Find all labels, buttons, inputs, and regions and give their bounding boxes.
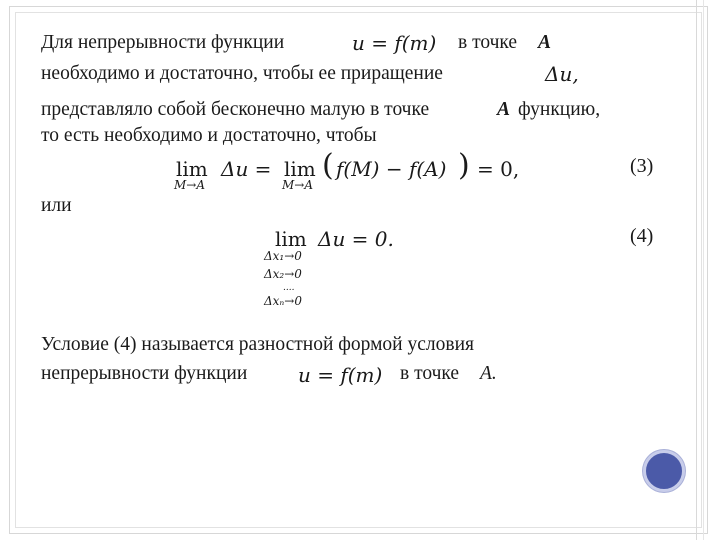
formula-u-eq-fm-1: u = f(m) — [352, 31, 437, 55]
text-ili: или — [41, 195, 72, 216]
eq3-lim-1: lim — [176, 157, 208, 181]
eq4-sub-2: Δx₂→0 — [264, 267, 302, 281]
eq4-sub-n: Δxₙ→0 — [264, 294, 302, 308]
eq3-paren-open: ( — [322, 148, 334, 183]
eq3-sub-2: M→A — [282, 178, 314, 192]
formula-u-eq-fm-2: u = f(m) — [298, 363, 383, 387]
eq4-body: Δu = 0. — [318, 227, 394, 251]
eq3-paren-close: ) — [458, 148, 470, 183]
slide-frame-inner — [15, 12, 702, 528]
eq3-tail: = 0, — [477, 157, 520, 181]
text-line-6b: в точке — [400, 363, 460, 384]
eq3-lim-2: lim — [284, 157, 316, 181]
text-line-1b: в точке — [458, 32, 518, 53]
eq4-sub-dots: .... — [283, 283, 295, 293]
eq3-delta-u: Δu = — [221, 157, 272, 181]
eq3-number: (3) — [630, 155, 654, 177]
right-border-line-2 — [703, 0, 704, 540]
eq4-lim: lim — [275, 227, 307, 251]
point-A-3: A. — [480, 363, 497, 384]
eq3-sub-1: M→A — [174, 178, 206, 192]
text-line-3b: функцию, — [518, 99, 601, 120]
point-A-1: A — [538, 32, 552, 53]
text-line-1a: Для непрерывности функции — [41, 32, 285, 53]
text-line-6a: непрерывности функции — [41, 363, 248, 384]
eq4-sub-1: Δx₁→0 — [264, 249, 302, 263]
point-A-2: A — [497, 99, 511, 120]
eq4-number: (4) — [630, 225, 654, 247]
text-line-4: то есть необходимо и достаточно, чтобы — [41, 125, 377, 146]
eq3-body: f(M) − f(A) — [336, 157, 447, 181]
text-line-2: необходимо и достаточно, чтобы ее приращение — [41, 63, 443, 84]
decorative-circle — [643, 450, 685, 492]
formula-delta-u: Δu, — [545, 62, 579, 86]
text-line-3a: представляло собой бесконечно малую в точке — [41, 99, 430, 120]
right-border-line — [696, 0, 697, 540]
text-line-5: Условие (4) называется разностной формой условия — [41, 334, 474, 355]
